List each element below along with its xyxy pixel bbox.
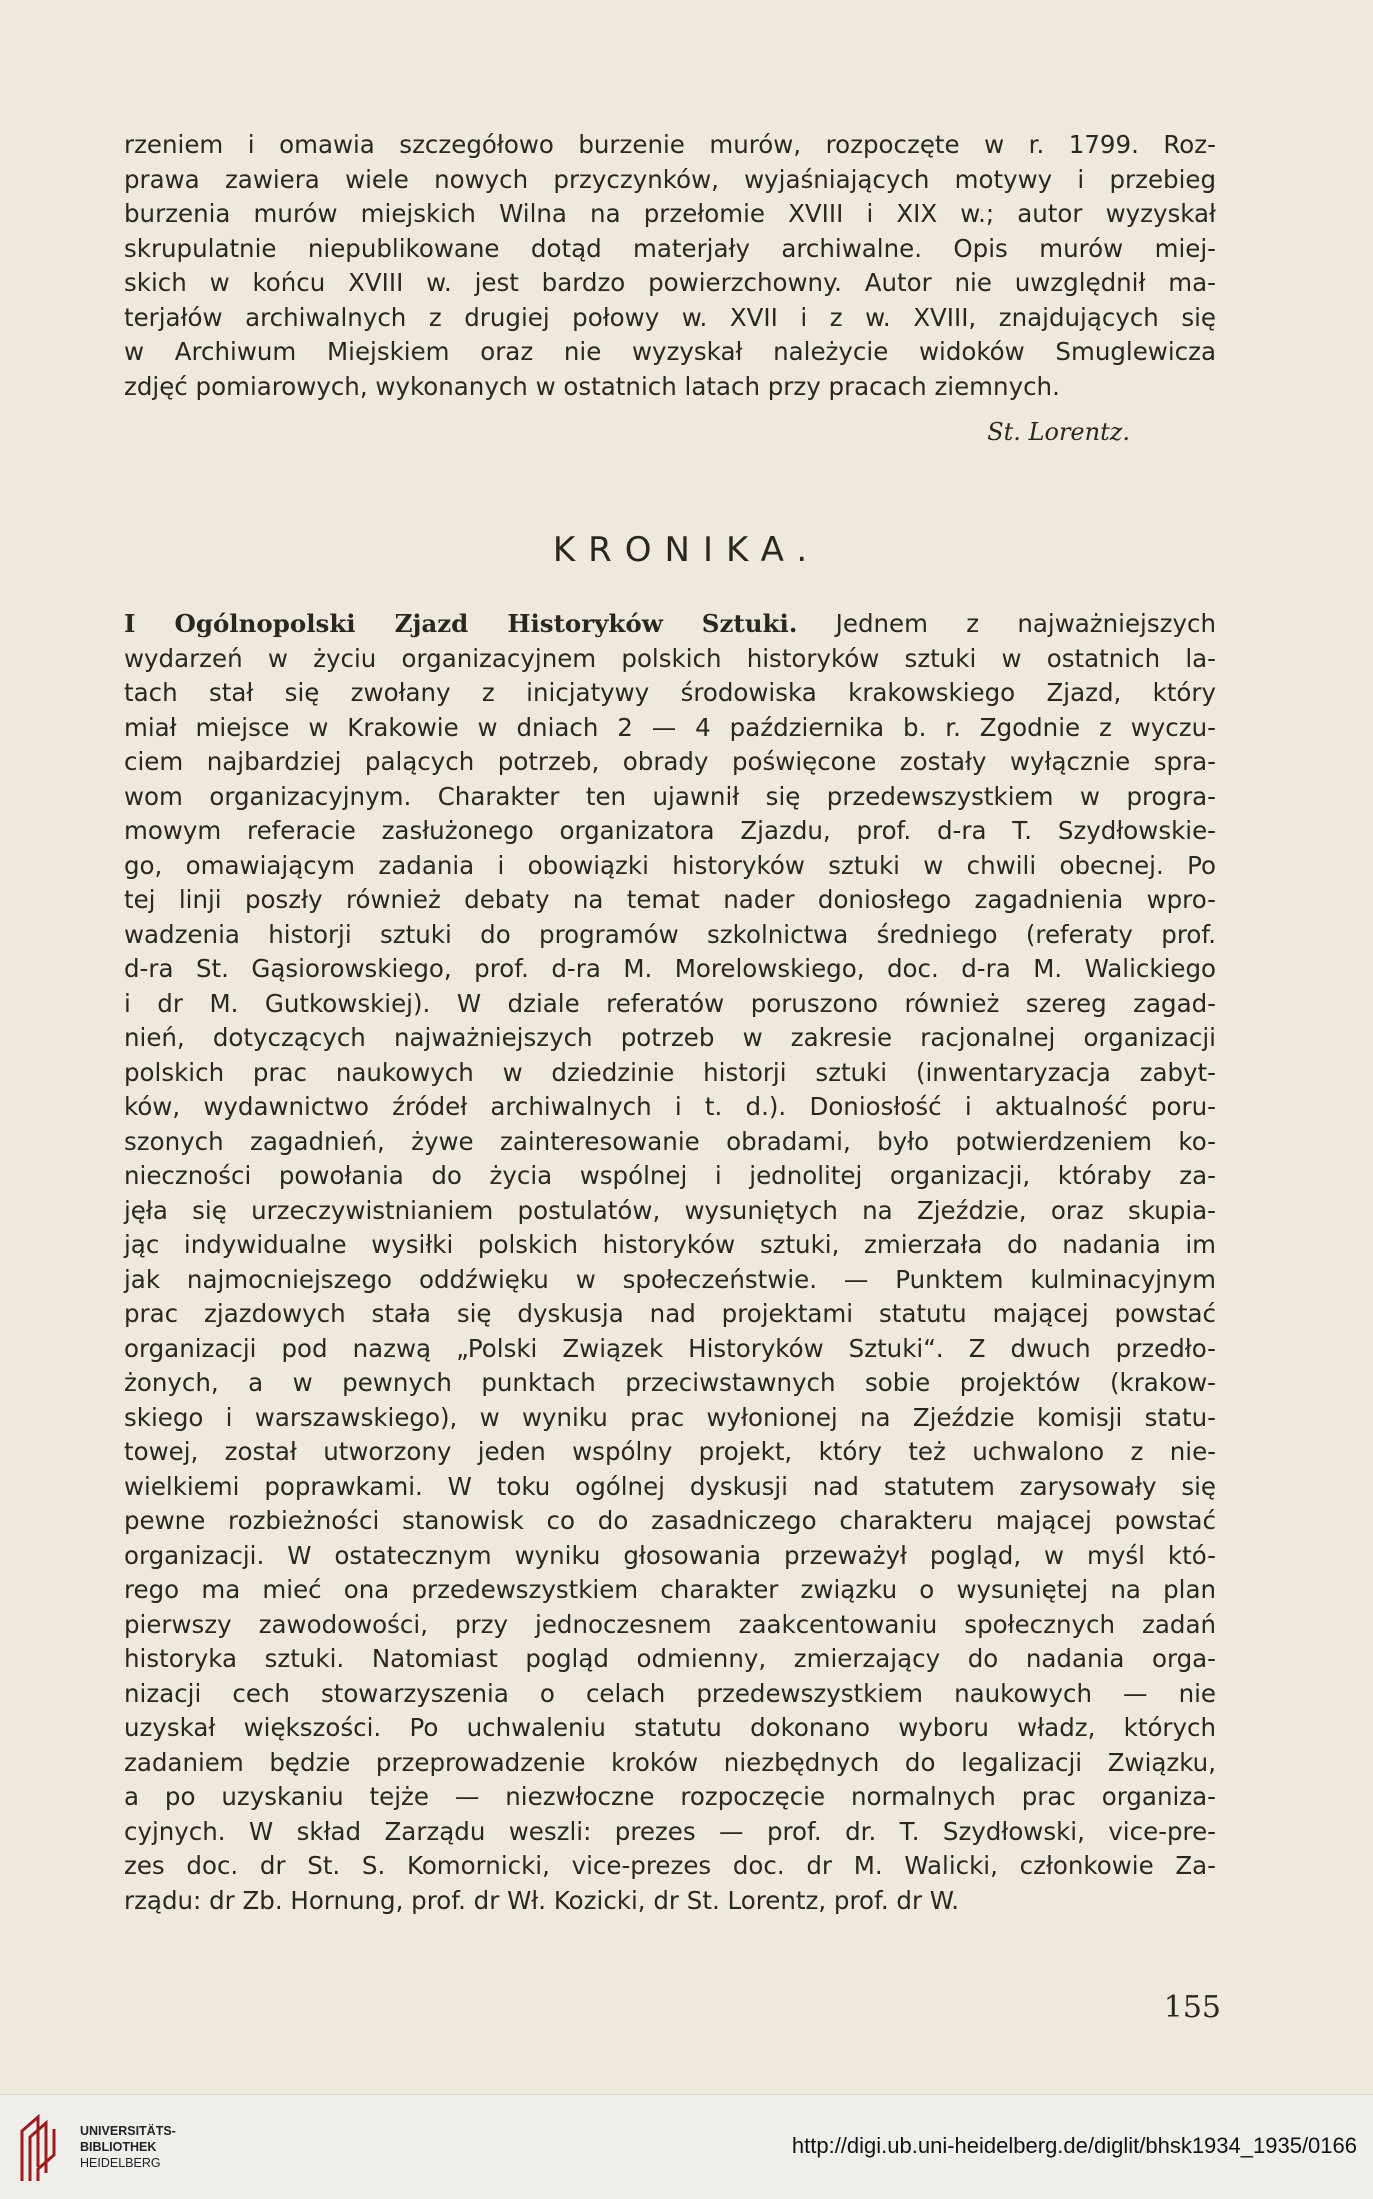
text-line: żonych, a w pewnych punktach przeciwstawnych sobie projektów (krakow- xyxy=(124,1368,1216,1397)
text-line: jęła się urzeczywistnianiem postulatów, wysuniętych na Zjeździe, oraz skupia- xyxy=(124,1195,1216,1225)
text-line: polskich prac naukowych w dziedzinie historji sztuki (inwentaryzacja zabyt- xyxy=(124,1057,1216,1087)
library-name-line: HEIDELBERG xyxy=(80,2156,161,2170)
text-line: ciem najbardziej palących potrzeb, obrady poświęcone zostały wyłącznie spra- xyxy=(124,747,1216,776)
text-line: nizacji cech stowarzyszenia o celach przedewszystkiem naukowych — nie xyxy=(124,1678,1216,1708)
text-line: wielkiemi poprawkami. W toku ogólnej dyskusji nad statutem zarysowały się xyxy=(124,1471,1216,1501)
section-heading: KRONIKA. xyxy=(552,530,821,570)
review-signature: St. Lorentz. xyxy=(987,418,1130,446)
text-line: uzyskał większości. Po uchwaleniu statutu dokonano wyboru władz, których xyxy=(124,1713,1216,1742)
text-line: nień, dotyczących najważniejszych potrzeb w zakresie racjonalnej organizacji xyxy=(124,1023,1216,1052)
text-line: skiego i warszawskiego), w wyniku prac wyłonionej na Zjeździe komisji statu- xyxy=(124,1402,1216,1432)
library-name-line: UNIVERSITÄTS- xyxy=(80,2124,176,2138)
text-line: wadzenia historji sztuki do programów szkolnictwa średniego (referaty prof. xyxy=(124,919,1216,949)
text-line: wydarzeń w życiu organizacyjnem polskich historyków sztuki w ostatnich la- xyxy=(124,643,1216,673)
text-line: szonych zagadnień, żywe zainteresowanie obradami, było potwierdzeniem ko- xyxy=(124,1126,1216,1156)
text-line: mowym referacie zasłużonego organizatora Zjazdu, prof. d-ra T. Szydłowskie- xyxy=(124,816,1216,845)
text-line: a po uzyskaniu tejże — niezwłoczne rozpoczęcie normalnych prac organiza- xyxy=(124,1782,1216,1811)
text-line: skich w końcu XVIII w. jest bardzo powierzchowny. Autor nie uwzględnił ma- xyxy=(124,268,1216,297)
text-line: wom organizacyjnym. Charakter ten ujawnił się przedewszystkiem w progra- xyxy=(124,781,1216,811)
text-line: pewne rozbieżności stanowisk co do zasadniczego charakteru mającej powstać xyxy=(124,1506,1216,1535)
heidelberg-library-logo-icon xyxy=(14,2109,62,2185)
text-line: terjałów archiwalnych z drugiej połowy w. XVII i z w. XVIII, znajdujących się xyxy=(124,302,1216,332)
text-line: cyjnych. W skład Zarządu weszli: prezes — prof. dr. T. Szydłowski, vice-pre- xyxy=(124,1816,1216,1846)
text-line: burzenia murów miejskich Wilna na przełomie XVIII i XIX w.; autor wyzyskał xyxy=(124,199,1216,228)
text-line: rego ma mieć ona przedewszystkiem charakter związku o wysuniętej na plan xyxy=(124,1575,1216,1604)
text-line: zadaniem będzie przeprowadzenie kroków niezbędnych do legalizacji Związku, xyxy=(124,1747,1216,1777)
text-line: rzeniem i omawia szczegółowo burzenie murów, rozpoczęte w r. 1799. Roz- xyxy=(124,130,1216,159)
paragraph-lead: Jednem z najważniejszych xyxy=(835,609,1216,638)
text-line: go, omawiającym zadania i obowiązki historyków sztuki w chwili obecnej. Po xyxy=(124,850,1216,880)
text-line: zdjęć pomiarowych, wykonanych w ostatnich latach przy pracach ziemnych. xyxy=(124,371,1060,401)
text-line: ków, wydawnictwo źródeł archiwalnych i t. d.). Doniosłość i aktualność poru- xyxy=(124,1092,1216,1121)
text-line: prac zjazdowych stała się dyskusja nad projektami statutu mającej powstać xyxy=(124,1299,1216,1328)
text-line: nieczności powołania do życia wspólnej i jednolitej organizacji, któraby za- xyxy=(124,1161,1216,1190)
text-line: pierwszy zawodowości, przy jednoczesnem zaakcentowaniu społecznych zadań xyxy=(124,1609,1216,1639)
review-text xyxy=(124,128,1216,404)
text-line: tach stał się zwołany z inicjatywy środowiska krakowskiego Zjazd, który xyxy=(124,678,1216,707)
paragraph-title: I Ogólnopolski Zjazd Historyków Sztuki. xyxy=(124,609,798,638)
text-line: miał miejsce w Krakowie w dniach 2 — 4 października b. r. Zgodnie z wyczu- xyxy=(124,712,1216,742)
text-line: towej, został utworzony jeden wspólny projekt, który też uchwalono z nie- xyxy=(124,1437,1216,1466)
chronicle-text xyxy=(124,607,1216,1918)
text-line: w Archiwum Miejskiem oraz nie wyzyskał należycie widoków Smuglewicza xyxy=(124,337,1216,366)
text-line: prawa zawiera wiele nowych przyczynków, wyjaśniających motywy i przebieg xyxy=(124,164,1216,194)
text-line: jak najmocniejszego oddźwięku w społeczeństwie. — Punktem kulminacyjnym xyxy=(124,1264,1216,1294)
text-line: organizacji. W ostatecznym wyniku głosowania przeważył pogląd, w myśl któ- xyxy=(124,1540,1216,1570)
text-line: organizacji pod nazwą „Polski Związek Historyków Sztuki“. Z dwuch przedło- xyxy=(124,1333,1216,1363)
text-line: d-ra St. Gąsiorowskiego, prof. d-ra M. Morelowskiego, doc. d-ra M. Walickiego xyxy=(124,954,1216,983)
library-name xyxy=(80,2123,176,2171)
text-line: i dr M. Gutkowskiej). W dziale referatów poruszono również szereg zagad- xyxy=(124,988,1216,1018)
text-line: skrupulatnie niepublikowane dotąd materjały archiwalne. Opis murów miej- xyxy=(124,233,1216,263)
text-line: tej linji poszły również debaty na temat nader doniosłego zagadnienia wpro- xyxy=(124,885,1216,914)
text-line: historyka sztuki. Natomiast pogląd odmienny, zmierzający do nadania orga- xyxy=(124,1644,1216,1673)
page-number: 155 xyxy=(1163,1990,1221,2025)
source-url-link[interactable]: http://digi.ub.uni-heidelberg.de/diglit/bhsk1934_1935/0166 xyxy=(791,2133,1357,2158)
paragraph-first-line xyxy=(124,607,1216,642)
library-footer xyxy=(0,2094,1373,2199)
text-line: rządu: dr Zb. Hornung, prof. dr Wł. Kozicki, dr St. Lorentz, prof. dr W. xyxy=(124,1885,960,1915)
text-line: zes doc. dr St. S. Komornicki, vice-prezes doc. dr M. Walicki, członkowie Za- xyxy=(124,1851,1216,1880)
source-url[interactable] xyxy=(792,2133,1357,2159)
text-line: jąc indywidualne wysiłki polskich historyków sztuki, zmierzała do nadania im xyxy=(124,1230,1216,1259)
library-name-line: BIBLIOTHEK xyxy=(80,2140,157,2154)
